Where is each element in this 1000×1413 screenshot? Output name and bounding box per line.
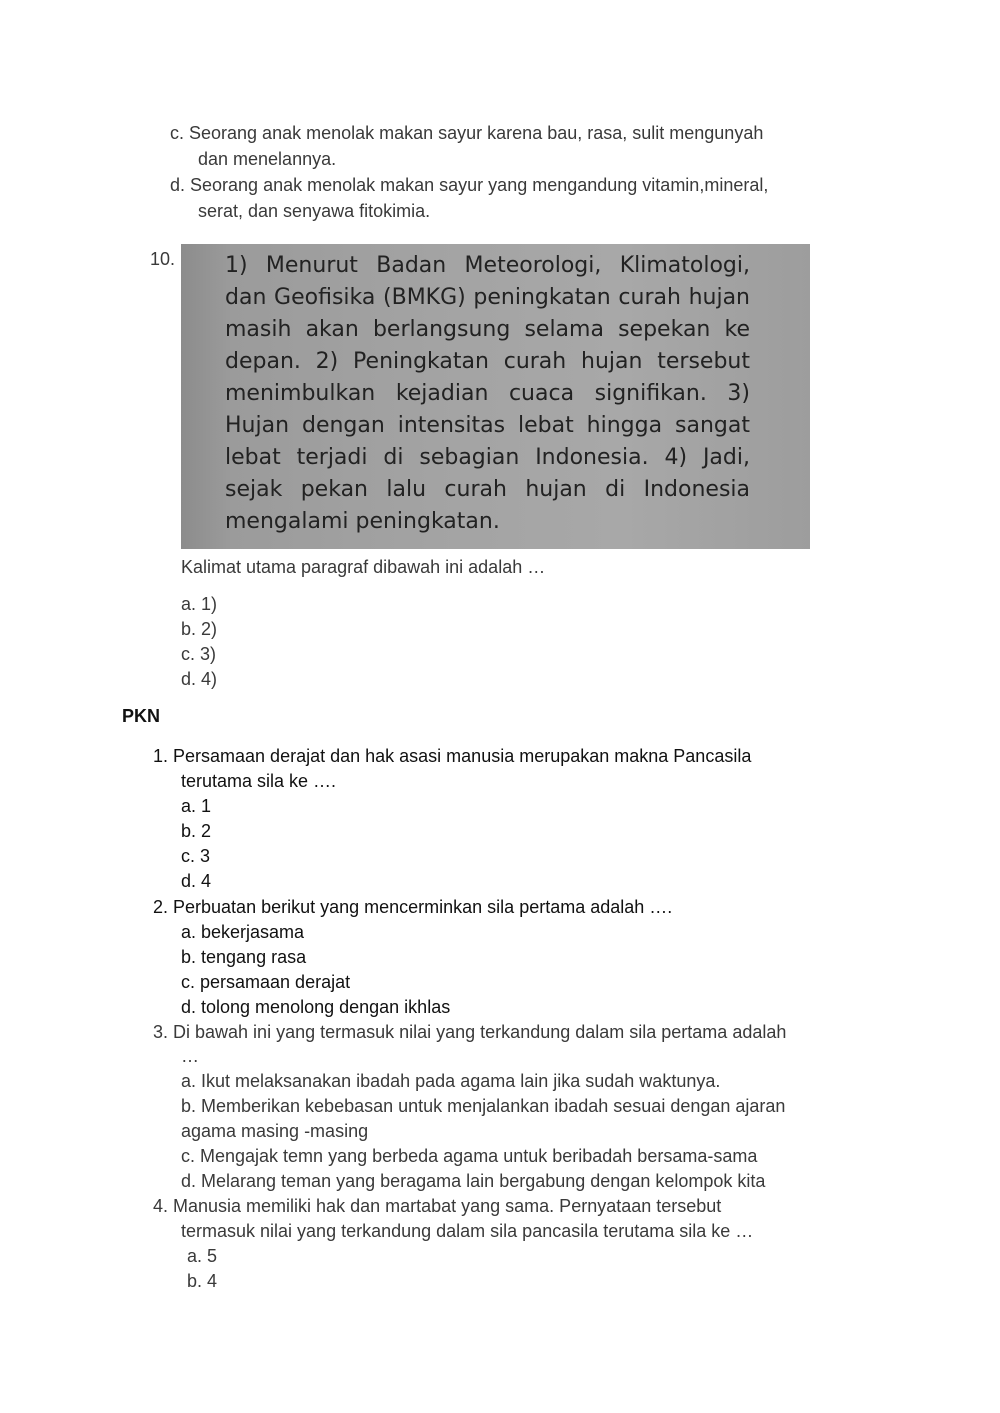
- pkn-q2-option-a: a. bekerjasama: [181, 922, 305, 942]
- pkn-q3-line1: 3. Di bawah ini yang termasuk nilai yang terkandung dalam sila pertama adalah: [153, 1022, 787, 1042]
- pkn-q1-option-b: b. 2: [181, 821, 212, 841]
- pkn-q2-option-c: c. persamaan derajat: [181, 972, 351, 992]
- q10-number: 10.: [150, 249, 176, 269]
- prev-option-c-line1: c. Seorang anak menolak makan sayur karena bau, rasa, sulit mengunyah: [170, 123, 764, 143]
- prev-option-c-line2: dan menelannya.: [198, 149, 337, 169]
- pkn-q3-option-b-line1: b. Memberikan kebebasan untuk menjalankan ibadah sesuai dengan ajaran: [181, 1096, 786, 1116]
- pkn-q4-line1: 4. Manusia memiliki hak dan martabat yang sama. Pernyataan tersebut: [153, 1196, 722, 1216]
- pkn-q1-line1: 1. Persamaan derajat dan hak asasi manusia merupakan makna Pancasila: [153, 746, 752, 766]
- pkn-q3-option-a: a. Ikut melaksanakan ibadah pada agama lain jika sudah waktunya.: [181, 1071, 721, 1091]
- section-heading-pkn: PKN: [122, 706, 161, 726]
- pkn-q1-option-d: d. 4: [181, 871, 212, 891]
- q10-option-d: d. 4): [181, 669, 218, 689]
- q10-option-c: c. 3): [181, 644, 217, 664]
- pkn-q2-option-b: b. tengang rasa: [181, 947, 307, 967]
- prev-option-d-line2: serat, dan senyawa fitokimia.: [198, 201, 431, 221]
- pkn-q2-option-d: d. tolong menolong dengan ikhlas: [181, 997, 451, 1017]
- pkn-q2-line: 2. Perbuatan berikut yang mencerminkan sila pertama adalah ….: [153, 897, 673, 917]
- pkn-q3-line2: …: [181, 1046, 199, 1066]
- pkn-q1-line2: terutama sila ke ….: [181, 771, 337, 791]
- pkn-q4-option-b: b. 4: [187, 1271, 218, 1291]
- pkn-q3-option-d: d. Melarang teman yang beragama lain bergabung dengan kelompok kita: [181, 1171, 766, 1191]
- q10-option-b: b. 2): [181, 619, 218, 639]
- pkn-q4-line2: termasuk nilai yang terkandung dalam sila pancasila terutama sila ke …: [181, 1221, 754, 1241]
- photo-top-edge: [221, 244, 621, 248]
- q10-option-a: a. 1): [181, 594, 218, 614]
- pkn-q3-option-b-line2: agama masing -masing: [181, 1121, 369, 1141]
- pkn-q4-option-a: a. 5: [187, 1246, 218, 1266]
- pkn-q3-option-c: c. Mengajak temn yang berbeda agama untuk beribadah bersama-sama: [181, 1146, 758, 1166]
- photo-bottom-edge: [221, 543, 741, 549]
- q10-paragraph-text: 1) Menurut Badan Meteorologi, Klimatologi, dan Geofisika (BMKG) peningkatan curah hujan masih akan berlangsung selama sepekan ke depan. 2) Peningkatan curah hujan tersebut menimbulkan kejadian cuaca signifikan. 3) Hujan dengan intensitas lebat hingga sangat lebat terjadi di sebagian Indonesia. 4) Jadi, sejak pekan lalu curah hujan di Indonesia mengalami peningkatan.: [225, 253, 750, 534]
- q10-paragraph-photo: [181, 244, 810, 549]
- pkn-q1-option-c: c. 3: [181, 846, 211, 866]
- pkn-q1-option-a: a. 1: [181, 796, 212, 816]
- prev-option-d-line1: d. Seorang anak menolak makan sayur yang mengandung vitamin,mineral,: [170, 175, 769, 195]
- q10-prompt: Kalimat utama paragraf dibawah ini adalah …: [181, 557, 546, 577]
